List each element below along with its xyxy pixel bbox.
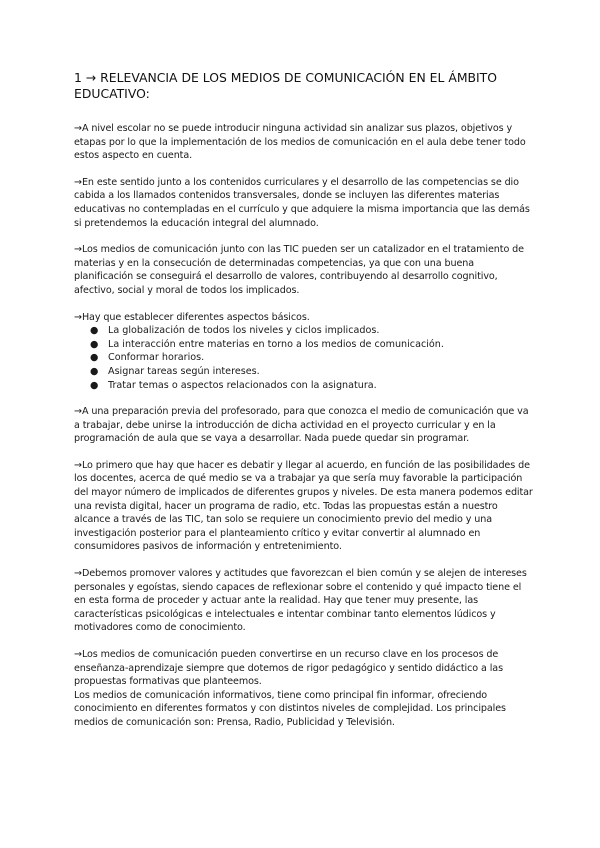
paragraph-debatir-acuerdo: →Lo primero que hay que hacer es debatir y llegar al acuerdo, en función de las posibilidades de los docentes, acerca de qué medio se va a trabajar ya que sería muy favorable la participación del mayor número de implicados de diferentes grupos y niveles. De esta manera podemos editar una revista digital, hacer un programa de radio, etc. Todas las propuestas están a nuestro alcance a través de las TIC, tan solo se requiere un conocimiento previo del medio y una investigación posterior para el planteamiento crítico y evitar convertir al alumnado en consumidores pasivos de información y entretenimiento. [74,459,533,553]
bullet-dot-icon: ● [90,365,99,377]
list-item-text: Asignar tareas según intereses. [108,365,260,377]
paragraph-preparacion-profesorado: →A una preparación previa del profesorado, para que conozca el medio de comunicación que va a trabajar, debe unirse la introducción de dicha actividad en el proyecto curricular y en la programación de aula que se vaya a desarrollar. Nada puede quedar sin programar. [74,406,529,445]
paragraph-plazos: →A nivel escolar no se puede introducir ninguna actividad sin analizar sus plazos, objetivos y etapas por lo que la implementación de los medios de comunicación en el aula debe tener todo estos aspecto en cuenta. [74,123,526,162]
bullet-dot-icon: ● [90,338,99,350]
list-item-text: La globalización de todos los niveles y ciclos implicados. [108,325,380,337]
list-item [74,351,534,365]
list-item-text: Tratar temas o aspectos relacionados con la asignatura. [108,379,377,391]
list-item-text: Conformar horarios. [108,352,205,364]
document-page [74,70,534,743]
bullet-dot-icon: ● [90,379,99,391]
paragraph-tic-catalizador: →Los medios de comunicación junto con las TIC pueden ser un catalizador en el tratamiento de materias y en la consecución de determinadas competencias, ya que con una buena planificación se conseguirá el desarrollo de valores, contribuyendo al desarrollo cognitivo, afectivo, social y moral de todos los implicados. [74,244,524,296]
paragraph-valores-actitudes: →Debemos promover valores y actitudes que favorezcan el bien común y se alejen de intereses personales y egoístas, siendo capaces de reflexionar sobre el contenido y qué impacto tiene el en esta forma de proceder y actuar ante la realidad. Hay que tener muy presente, las características psicológicas e intelectuales e intentar combinar tanto elementos lúdicos y motivadores como de conocimiento. [74,568,527,634]
list-item [74,365,534,379]
paragraph-contenidos-transversales: →En este sentido junto a los contenidos curriculares y el desarrollo de las competencias se dio cabida a los llamados contenidos transversales, donde se incluyen las diferentes materias educativas no contempladas en el currículo y que adquiere la misma importancia que las demás si pretendemos la educación integral del alumnado. [74,176,530,229]
paragraph-aspectos-basicos: →Hay que establecer diferentes aspectos básicos. [74,311,310,323]
bullet-dot-icon: ● [90,352,99,364]
list-item [74,379,534,393]
document-title: 1 → RELEVANCIA DE LOS MEDIOS DE COMUNICACIÓN EN EL ÁMBITO EDUCATIVO: [74,70,497,101]
list-item [74,324,534,338]
list-item-text: La interacción entre materias en torno a los medios de comunicación. [108,338,444,350]
paragraph-recurso-clave: →Los medios de comunicación pueden convertirse en un recurso clave en los procesos de enseñanza-aprendizaje siempre que dotemos de rigor pedagógico y sentido didáctico a las propuestas formativas que planteemos. [74,649,503,688]
bullet-dot-icon: ● [90,325,99,337]
list-item [74,338,534,352]
paragraph-medios-informativos: Los medios de comunicación informativos, tiene como principal fin informar, ofreciendo conocimiento en diferentes formatos y con distintos niveles de complejidad. Los principales medios de comunicación son: Prensa, Radio, Publicidad y Televisión. [74,689,506,728]
aspects-list [74,324,534,392]
